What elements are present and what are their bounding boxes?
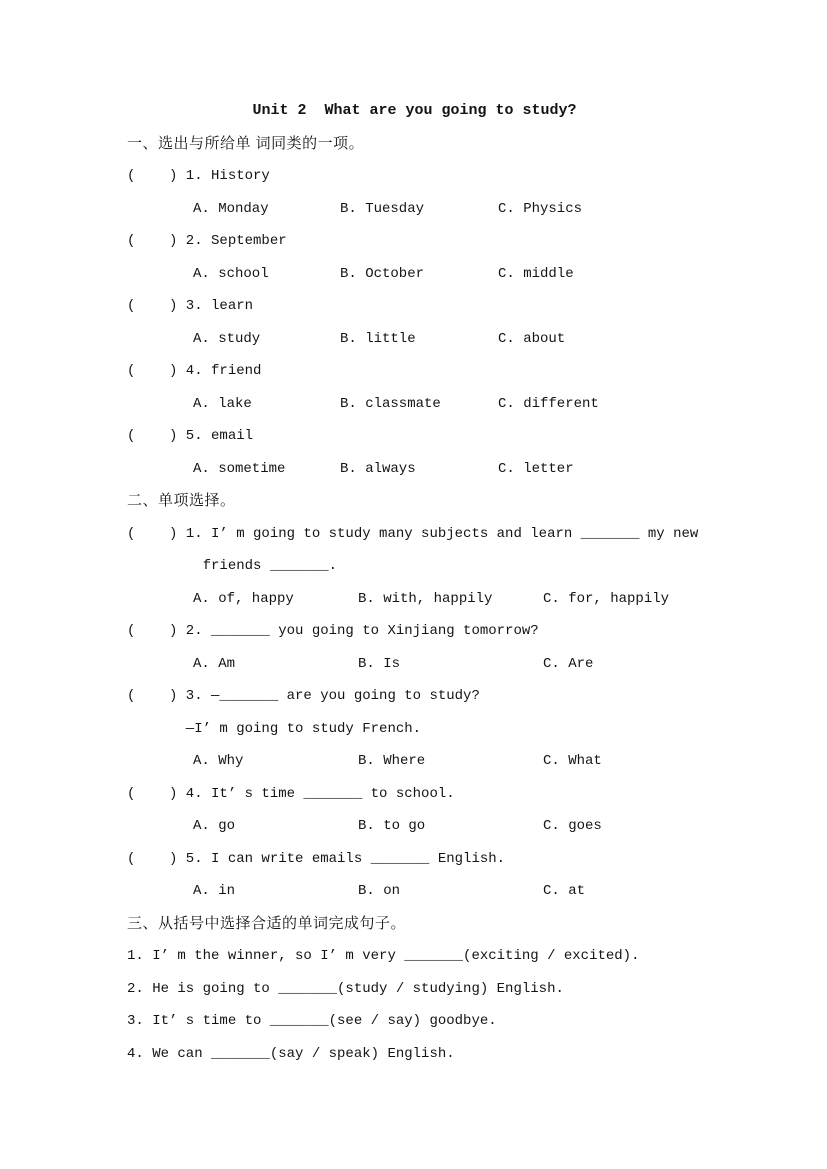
option-c: C. for, happily (543, 590, 670, 607)
option-b: B. with, happily (358, 590, 493, 607)
section-3-heading: 三、从括号中选择合适的单词完成句子。 (127, 914, 407, 932)
s1-q2-options (127, 258, 767, 291)
section-1-heading: 一、选出与所给单 词同类的一项。 (127, 134, 365, 152)
section-2-heading: 二、单项选择。 (127, 492, 236, 509)
option-c: C. at (543, 883, 586, 899)
option-a: A. go (193, 818, 236, 834)
option-c: C. Physics (498, 200, 583, 217)
s2-q1-options (127, 583, 767, 616)
s2-q4-options (127, 810, 767, 843)
s2-q2-stem: ( ) 2. _______ you going to Xinjiang tomorrow? (127, 623, 539, 639)
option-c: C. What (543, 753, 602, 769)
option-b: B. to go (358, 818, 426, 834)
s3-item-3: 3. It’ s time to _______(see / say) goodbye. (127, 1013, 497, 1029)
option-a: A. Am (193, 655, 236, 672)
s3-item-2: 2. He is going to _______(study / studying) English. (127, 980, 564, 997)
s1-q4-stem: ( ) 4. friend (127, 363, 262, 379)
option-a: A. Why (193, 753, 244, 769)
s2-q1-stem-line1: ( ) 1. I’ m going to study many subjects and learn _______ my new (127, 525, 699, 542)
option-c: C. goes (543, 818, 602, 834)
s1-q1-stem: ( ) 1. History (127, 168, 270, 184)
option-b: B. classmate (340, 395, 441, 412)
option-b: B. Is (358, 655, 401, 672)
s2-q5-stem: ( ) 5. I can write emails _______ English. (127, 850, 506, 867)
option-c: C. different (498, 395, 599, 412)
s2-q4-stem: ( ) 4. It’ s time _______ to school. (127, 785, 455, 802)
s2-q3-options (127, 745, 767, 778)
s1-q4-options (127, 388, 767, 421)
s2-q5-options (127, 875, 767, 908)
option-a: A. study (193, 330, 261, 347)
option-b: B. always (340, 460, 416, 477)
option-b: B. Tuesday (340, 200, 425, 217)
option-a: A. lake (193, 395, 252, 412)
option-b: B. on (358, 883, 401, 899)
s3-item-1: 1. I’ m the winner, so I’ m very _______(exciting / excited). (127, 948, 640, 964)
s1-q2-stem: ( ) 2. September (127, 233, 287, 249)
s1-q3-stem: ( ) 3. learn (127, 298, 254, 314)
option-c: C. middle (498, 265, 574, 282)
s3-item-4: 4. We can _______(say / speak) English. (127, 1045, 455, 1062)
option-a: A. in (193, 883, 236, 899)
s2-q3-stem-line1: ( ) 3. —_______ are you going to study? (127, 688, 480, 704)
option-c: C. letter (498, 460, 574, 477)
option-b: B. Where (358, 753, 426, 769)
option-a: A. sometime (193, 460, 286, 477)
s1-q5-stem: ( ) 5. email (127, 428, 254, 444)
page-title: Unit 2 What are you going to study? (252, 102, 577, 119)
option-c: C. about (498, 330, 566, 347)
option-a: A. school (193, 265, 269, 282)
option-c: C. Are (543, 655, 594, 672)
option-a: A. of, happy (193, 590, 294, 607)
s1-q3-options (127, 323, 767, 356)
option-a: A. Monday (193, 200, 269, 217)
s2-q3-stem-line2: —I’ m going to study French. (127, 720, 422, 737)
s1-q1-options (127, 193, 767, 226)
s2-q2-options (127, 648, 767, 681)
option-b: B. October (340, 265, 425, 282)
s2-q1-stem-line2: friends _______. (127, 558, 338, 574)
option-b: B. little (340, 330, 416, 347)
s1-q5-options (127, 453, 767, 486)
